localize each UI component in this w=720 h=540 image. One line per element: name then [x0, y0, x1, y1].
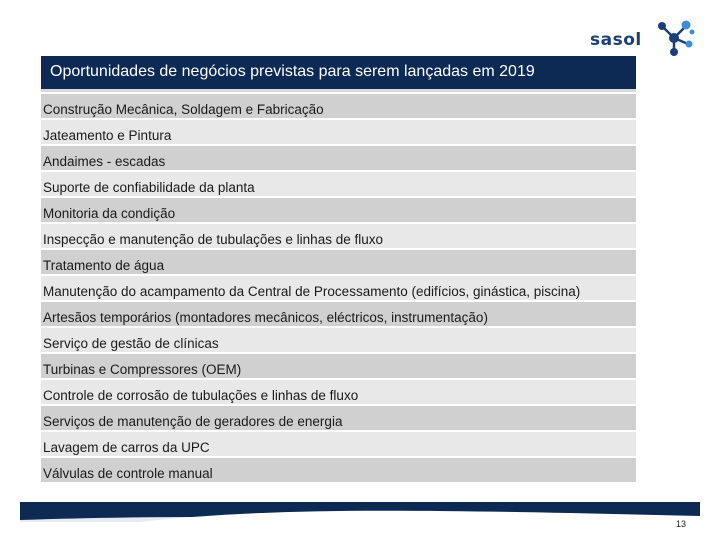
molecule-icon	[652, 18, 696, 58]
table-row: Monitoria da condição	[41, 198, 636, 224]
table-row: Construção Mecânica, Soldagem e Fabricação	[41, 94, 636, 120]
table-row: Lavagem de carros da UPC	[41, 432, 636, 458]
table-row: Válvulas de controle manual	[41, 458, 636, 484]
table-row: Artesãos temporários (montadores mecânicos, eléctricos, instrumentação)	[41, 302, 636, 328]
table-row: Jateamento e Pintura	[41, 120, 636, 146]
table-row: Suporte de confiabilidade da planta	[41, 172, 636, 198]
table-row: Serviço de gestão de clínicas	[41, 328, 636, 354]
logo-wordmark: sasol	[590, 30, 642, 50]
footer-band	[20, 502, 700, 522]
table-row: Inspecção e manutenção de tubulações e linhas de fluxo	[41, 224, 636, 250]
table-header: Oportunidades de negócios previstas para serem lançadas em 2019	[41, 56, 636, 92]
table-row: Manutenção do acampamento da Central de Processamento (edifícios, ginástica, piscina)	[41, 276, 636, 302]
sasol-logo	[590, 18, 696, 58]
table-row: Turbinas e Compressores (OEM)	[41, 354, 636, 380]
table-row: Andaimes - escadas	[41, 146, 636, 172]
table-row: Controle de corrosão de tubulações e linhas de fluxo	[41, 380, 636, 406]
opportunities-list	[41, 94, 636, 484]
table-row: Serviços de manutenção de geradores de energia	[41, 406, 636, 432]
table-row: Tratamento de água	[41, 250, 636, 276]
page-number: 13	[676, 519, 687, 529]
